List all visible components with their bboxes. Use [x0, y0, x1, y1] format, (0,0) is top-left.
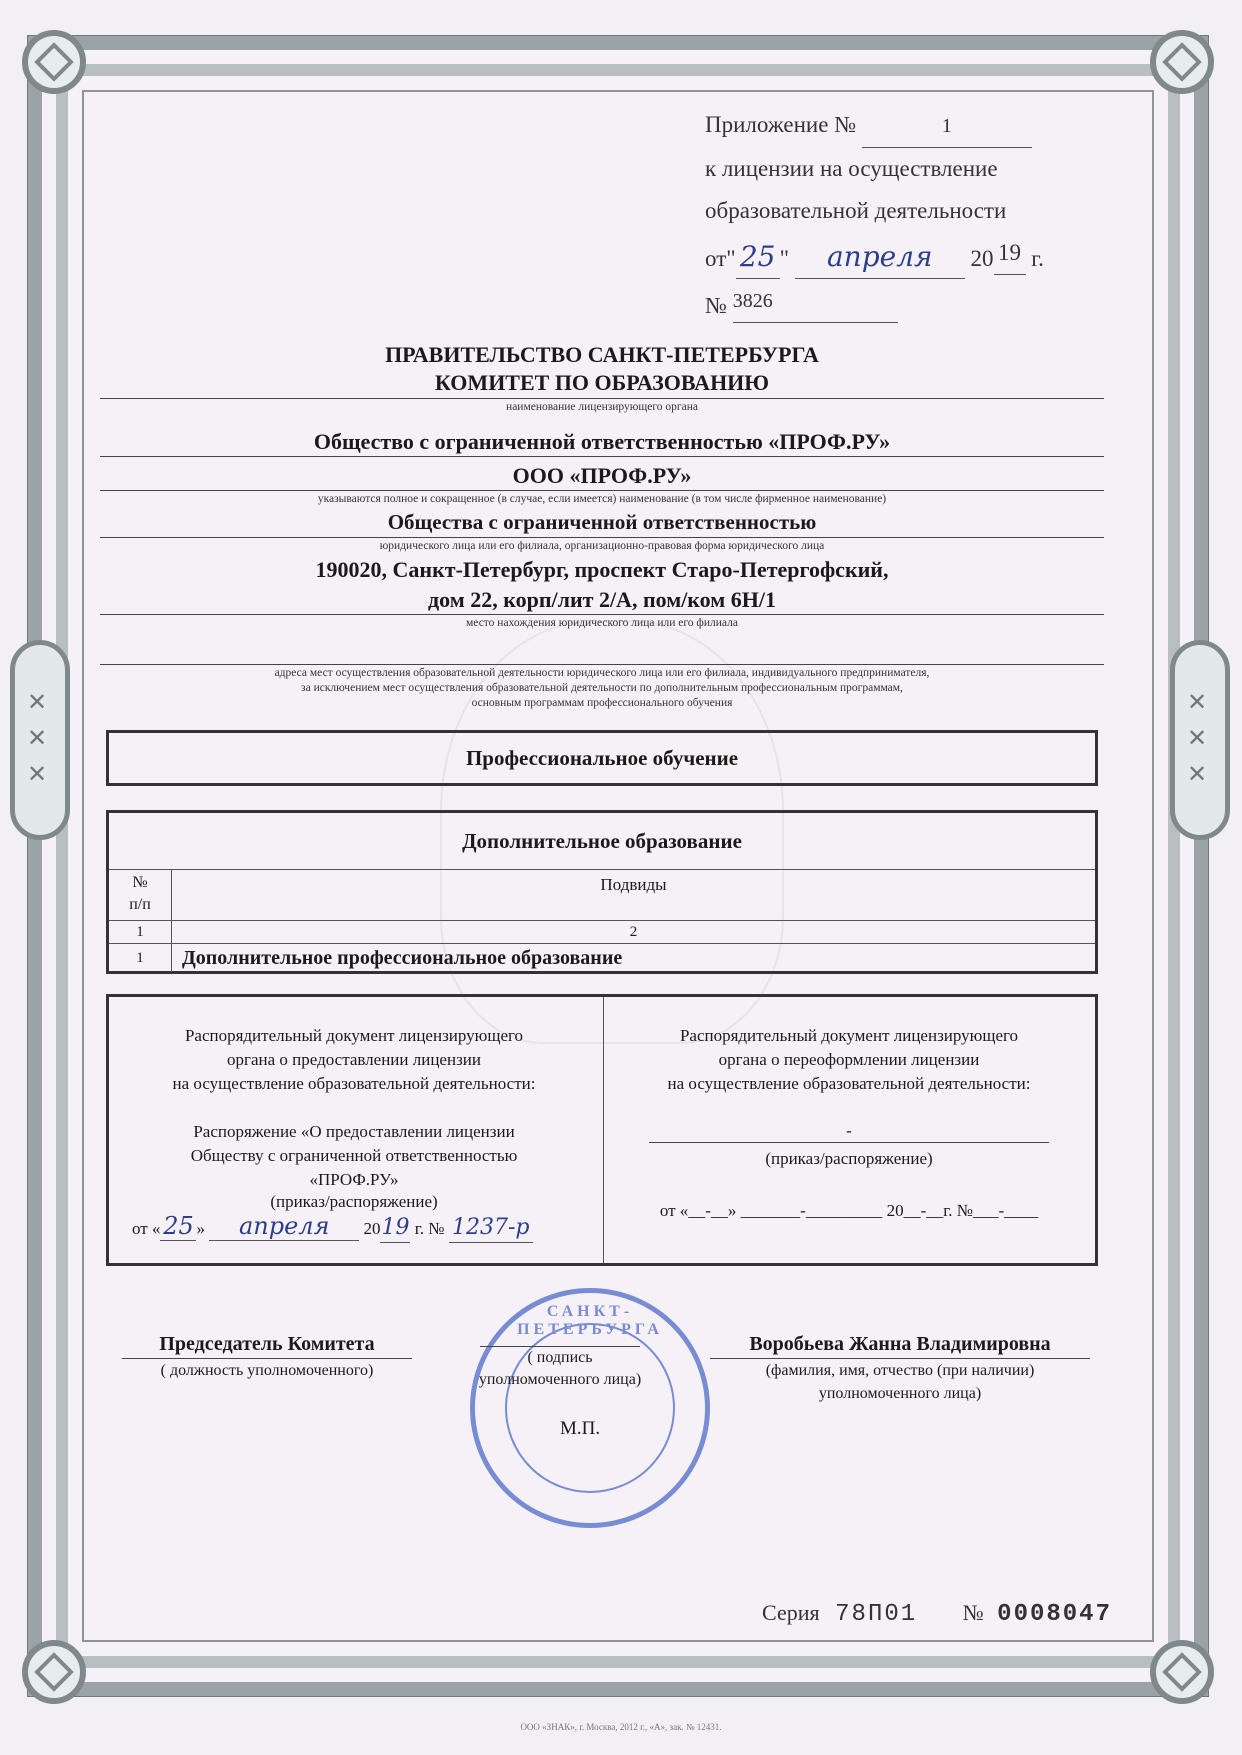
authority-caption: наименование лицензирующего органа [506, 401, 698, 413]
reissue-doc-line-2: органа о переоформлении лицензии [718, 1050, 980, 1069]
col-number-header: № п/п [109, 870, 172, 920]
additional-education-box [106, 810, 1098, 974]
grant-order-type-caption: (приказ/распоряжение) [270, 1192, 438, 1211]
corner-ornament-icon [22, 30, 86, 94]
annex-label: Приложение № [705, 112, 857, 137]
grant-document [112, 1024, 596, 1243]
prof-training-box [106, 730, 1098, 786]
divider [100, 664, 1104, 665]
grant-doc-line-1: Распорядительный документ лицензирующего [184, 1026, 524, 1045]
serial-number: 0008047 [997, 1601, 1112, 1628]
annex-month: апреля [795, 236, 965, 279]
signatory-name-block [710, 1330, 1090, 1405]
additional-education-title: Дополнительное образование [109, 813, 1095, 870]
printer-imprint: ООО «ЗНАК», г. Москва, 2012 г., «А», зак. № 12431. [520, 1722, 722, 1732]
grant-order-number: 1237-р [449, 1214, 533, 1243]
table-header-row [109, 870, 1095, 921]
annex-license-no-line [705, 280, 1044, 327]
grant-order-line-2: Обществу с ограниченной ответственностью [190, 1146, 518, 1165]
licensee-address-line-2: дом 22, корп/лит 2/А, пом/ком 6Н/1 [428, 587, 776, 612]
col-2-index: 2 [629, 924, 638, 940]
licensee-legal-form: Общества с ограниченной ответственностью [387, 510, 817, 534]
grant-year: 19 [380, 1214, 410, 1243]
serial-no-label: № [962, 1600, 984, 1625]
divider [100, 490, 1104, 491]
col-subtypes-header: Подвиды [600, 875, 667, 894]
corner-ornament-icon [22, 1640, 86, 1704]
annex-day: 25 [736, 236, 780, 279]
reissue-document [606, 1024, 1092, 1223]
annex-date-line: от" 25 " апреля 20 19 г. [705, 232, 1044, 280]
table-index-row [109, 921, 1095, 944]
grant-day-close: » [196, 1219, 205, 1238]
annex-line-2: к лицензии на осуществление [705, 156, 998, 181]
annex-year-prefix: 20 [970, 246, 994, 271]
licensee-full-name: Общество с ограниченной ответственностью «ПРОФ.РУ» [313, 429, 891, 454]
corner-ornament-icon [1150, 30, 1214, 94]
grant-order-line-1: Распоряжение «О предоставлении лицензии [193, 1122, 515, 1141]
seal-text: САНКТ-ПЕТЕРБУРГА [517, 1303, 663, 1338]
authority-line-1: ПРАВИТЕЛЬСТВО САНКТ-ПЕТЕРБУРГА [385, 342, 819, 367]
annex-no-label: № [705, 293, 727, 318]
grant-date-prefix: от « [132, 1219, 161, 1238]
side-ornament-icon [10, 640, 70, 840]
row-subtype-name: Дополнительное профессиональное образование [182, 947, 623, 969]
licensee-legal-form-caption: юридического лица или его филиала, организационно-правовая форма юридического лица [379, 540, 825, 552]
annex-line-3: образовательной деятельности [705, 198, 1007, 223]
places-caption-2: за исключением мест осуществления образовательной деятельности по дополнительным профессиональным программам, [301, 682, 903, 694]
reissue-doc-line-3: на осуществление образовательной деятельности: [667, 1074, 1031, 1093]
row-number: 1 [109, 944, 172, 972]
annex-year-unit: г. [1031, 246, 1044, 271]
grant-doc-line-2: органа о предоставлении лицензии [227, 1050, 481, 1069]
reissue-order-date-line: от «__-__» _______-_________ 20__-__г. №___-____ [659, 1201, 1039, 1220]
licensee-short-name: ООО «ПРОФ.РУ» [512, 463, 692, 488]
annex-number-line [705, 104, 1044, 148]
table-row [109, 944, 1095, 972]
signatory-name-caption-1: (фамилия, имя, отчество (при наличии) [765, 1362, 1035, 1379]
signature-caption [460, 1346, 660, 1391]
grant-order-date-line [112, 1212, 596, 1243]
grant-month: апреля [209, 1212, 359, 1241]
seal-place-label: М.П. [560, 1418, 601, 1439]
signatory-name: Воробьева Жанна Владимировна [710, 1330, 1090, 1359]
signature-caption-2: уполномоченного лица) [478, 1371, 642, 1388]
grant-day: 25 [160, 1212, 196, 1241]
grant-order-line-3: «ПРОФ.РУ» [309, 1170, 399, 1189]
grant-year-prefix: 20 [363, 1219, 381, 1238]
signatory-name-caption-2: уполномоченного лица) [818, 1385, 982, 1402]
annex-license-number: 3826 [733, 280, 898, 323]
places-caption-1: адреса мест осуществления образовательной деятельности юридического лица или его филиала, индивидуального предпринимателя, [274, 667, 930, 679]
serial-series: 78П01 [835, 1601, 918, 1628]
serial-label: Серия [762, 1600, 820, 1625]
col-1-index: 1 [109, 921, 172, 943]
divider [100, 398, 1104, 399]
grant-no-label: г. № [414, 1219, 445, 1238]
annex-year-suffix: 19 [994, 232, 1026, 275]
signature-caption-1: ( подпись [527, 1349, 593, 1366]
licensee-address-line-1: 190020, Санкт-Петербург, проспект Старо-Петергофский, [315, 557, 889, 582]
form-serial [762, 1600, 1112, 1628]
official-seal-icon [470, 1288, 710, 1528]
reissue-doc-line-1: Распорядительный документ лицензирующего [679, 1026, 1019, 1045]
grant-doc-line-3: на осуществление образовательной деятельности: [172, 1074, 536, 1093]
side-ornament-icon [1170, 640, 1230, 840]
documents-divider [603, 997, 604, 1263]
authority-line-2: КОМИТЕТ ПО ОБРАЗОВАНИЮ [434, 370, 770, 395]
reissue-order-type-caption: (приказ/распоряжение) [765, 1149, 933, 1168]
divider [100, 456, 1104, 457]
signatory-position-block [122, 1330, 412, 1383]
licensee-address-caption: место нахождения юридического лица или его филиала [466, 617, 738, 629]
annex-number: 1 [862, 105, 1032, 148]
divider [100, 537, 1104, 538]
reissue-order-blank: - [649, 1120, 1049, 1143]
annex-date-prefix: от [705, 246, 727, 271]
licensee-name-caption: указываются полное и сокращенное (в случае, если имеется) наименование (в том числе фирменное наименование) [317, 493, 887, 505]
places-caption-3: основным программам профессионального обучения [471, 697, 733, 709]
signatory-position-caption: ( должность уполномоченного) [160, 1362, 374, 1379]
prof-training-title: Профессиональное обучение [465, 746, 739, 770]
signatory-position: Председатель Комитета [122, 1330, 412, 1359]
corner-ornament-icon [1150, 1640, 1214, 1704]
annex-header [705, 104, 1044, 327]
divider [100, 614, 1104, 615]
